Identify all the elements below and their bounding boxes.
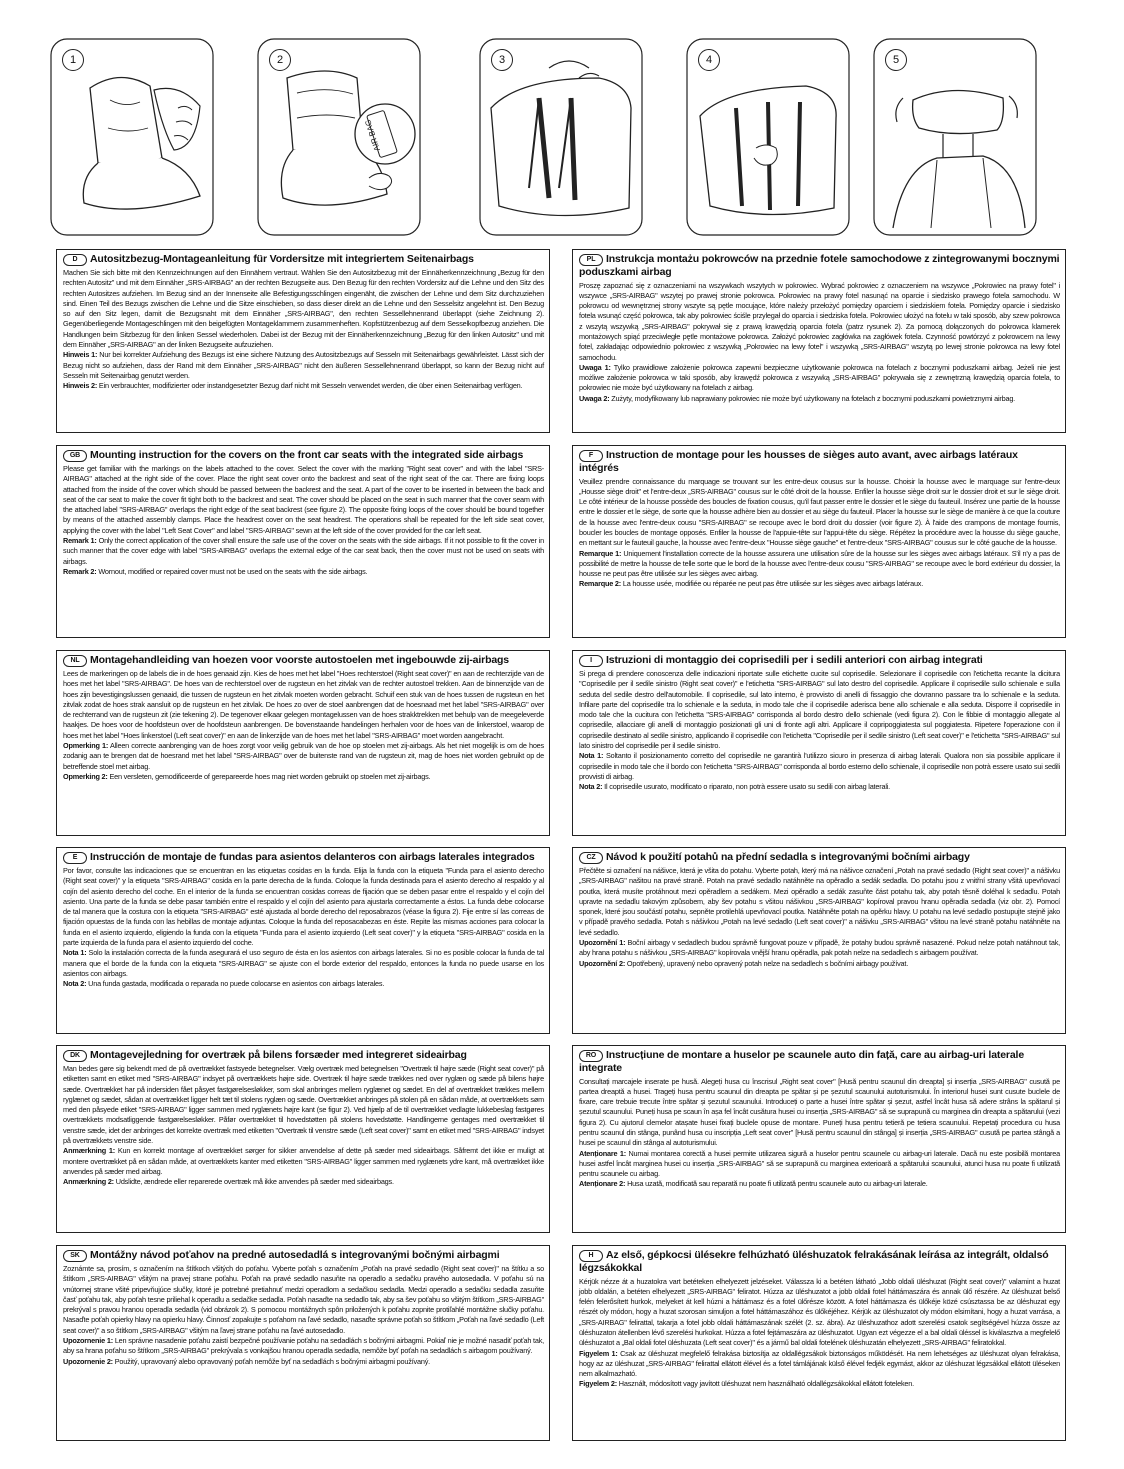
section-title <box>63 654 544 667</box>
note-label: Atenționare 1: <box>579 1148 626 1158</box>
note-text: Numai montarea corectă a husei permite utilizarea sigură a huselor pentru scaunele cu airbag-uri laterale. Dacă nu este posibilă montarea husei astfel încât marginea husei cu inserția „SRS-AIRBAG" să se suprapună cu marginea exterioară a spătarului scaunului, atunci husa nu poate fi utilizată pentru scaunele cu airbag. <box>579 1148 1061 1179</box>
language-badge: GB <box>63 450 87 462</box>
section-note-2 <box>579 394 1060 404</box>
section-ro <box>572 1045 1066 1233</box>
section-title <box>63 851 544 864</box>
section-note-2 <box>579 1179 1060 1189</box>
section-note-1 <box>579 1349 1060 1380</box>
note-text: Opotřebený, upravený nebo opravený potah nelze na sedadlech s bočními airbagy používat. <box>626 958 909 968</box>
note-label: Atenționare 2: <box>579 1179 626 1189</box>
note-label: Anmærkning 2: <box>63 1177 114 1187</box>
note-label: Hinweis 2: <box>63 381 98 391</box>
section-heading: Istruzioni di montaggio dei coprisedili per i sedili anteriori con airbag integrati <box>606 654 983 666</box>
section-body: Zoznámte sa, prosím, s označením na štítkoch všitých do poťahu. Vyberte poťah s označením „Poťah na pravé sedadlo (Right seat cover)" na štítku a so štítkom „SRS-AIRBAG" všitým na pravej strane poťahu. Poťah na pravé sedadlo nasuňte na operadlo a sedačku pravého autosedadla. V poťahu sú na vnútornej strane všité pripevňujúce slučky, ktoré je potrebné pretiahnuť medzi operadlom a sedačkou sedadla. Medzi operadlo a sedačku sedadla zasuňte časť poťahu tak, aby poťah tesne priliehal k operadlu a sedačke sedadla. Poťah nasaďte na sedadlo tak, aby sa šev poťahu so všitým štítkom „SRS-AIRBAG" prekrýval s pravou hranou operadla sedadla (vid obrázok 2). S pomocou montážnych spôn priložených k poťahu zopnite protiľahlé montážne slučky poťahu. Nasaďte poťah opierky hlavy na opierku hlavy. Činnosť zopakujte s poťahom na ľavé sedadlo, nasaďte správne poťah so štítkom „Poťah na ľavé sedadlo (Left seat cover)" a so štítkom „SRS-AIRBAG" všitým na ľavej strane poťahu na ľavé autosedadlo. <box>63 1264 544 1335</box>
section-note-1 <box>579 363 1060 394</box>
section-gb <box>56 445 550 638</box>
figure-2 <box>257 38 421 236</box>
section-note-2 <box>63 381 544 391</box>
note-label: Upozornění 2: <box>579 958 626 968</box>
section-body: Kérjük nézze át a huzatokra vart betéteken elhelyezett jelzéseket. Válassza ki a betéten látható „Jobb oldali üléshuzat (Right seat cover)" valamint a huzat jobb oldalán, a betéten elhelyezett „SRS-AIRBAG" feliratot. Húzza az üléshuzatot a jobb oldali fotel háttámaszára és annak ülő részére. Az üléshuzat belső felén felerősített hurkok, melyeket át kell húzni a háttámasz és a fotel ülőrésze között. A fotel háttámasza és ülőkéje közé csúsztassa be az üléshuzat egy részét oly módon, hogy a huzat szorosan simuljon a fotel háttámaszához és ülőkéjéhez. Kérjük az üléshuzatot oly módon elsimítani, hogy a huzat varrása, a „SRS-AIRBAG" felirattal, takarja a fotel jobb oldali háttámaszának szélét (2. sz. ábra). Az üléshuzathoz adott szerelési csatok segítségével húzza össze az üléshuzaton átellenben lévő szerelési hurkokat. Húzza a fotel fejtámaszára az üléshuzatot. Ugyan ezt végezze el a bal oldali üléssel is kiválasztva a megfelelő üléshuzatot a „Bal oldali fotel üléshuzata (Left seat cover)" és a jármű bal oldali fotelének üléshuzatán elhelyezett „SRS-AIRBAG" feliratokkal. <box>579 1276 1060 1348</box>
note-label: Upozornění 1: <box>579 938 626 948</box>
section-note-2 <box>579 579 1060 589</box>
note-label: Nota 1: <box>63 948 87 958</box>
section-note-1 <box>63 741 544 772</box>
section-heading: Az első, gépkocsi ülésekre felhúzható üléshuzatok felrakásának leírása az integrált, oldalsó légzsákokkal <box>579 1249 1049 1274</box>
section-title <box>579 654 1060 667</box>
language-badge: D <box>63 254 87 266</box>
note-text: Il coprisedile usurato, modificato o riparato, non potrà essere usato su sedili con airbag laterali. <box>604 782 890 792</box>
figure-1 <box>50 38 214 236</box>
section-it <box>572 650 1066 836</box>
section-title <box>579 1049 1060 1075</box>
note-label: Nota 2: <box>63 979 87 989</box>
note-label: Uwaga 2: <box>579 393 610 403</box>
section-note-1 <box>63 1336 544 1357</box>
section-heading: Autositzbezug-Montageanleitung für Vordersitze mit integriertem Seitenairbags <box>90 253 474 265</box>
section-note-1 <box>579 751 1060 782</box>
note-text: Wornout, modified or repaired cover must not be used on the seats with the side airbags. <box>98 566 368 576</box>
section-note-2 <box>63 772 544 782</box>
section-heading: Návod k použití potahů na přední sedadla s integrovanými bočními airbagy <box>606 851 970 863</box>
section-heading: Instrucțiune de montare a huselor pe scaunele auto din față, care au airbag-uri laterale integrate <box>579 1049 1025 1074</box>
language-badge: I <box>579 655 603 667</box>
note-text: Soltanto il posizionamento corretto del coprisedile ne garantirà l'utilizzo sicuro in presenza di airbag laterali. Qualora non sia possibile applicare il coprisedile in modo tale che il bordo con l'etichetta "SRS-AIRBAG" corrisponda al bordo esterno dello schienale, il coprisedile non potrà essere usato sui sedili provvisti di airbag. <box>579 751 1060 781</box>
note-text: Használt, módosított vagy javított üléshuzat nem használható oldallégzsákokkal ellátott foteleken. <box>618 1379 914 1389</box>
section-title <box>63 1249 544 1262</box>
section-note-2 <box>63 1357 544 1367</box>
section-body: Přečtěte si označení na nášivce, která je všita do potahu. Vyberte potah, který má na nášivce označení „Potah na pravé sedadlo (Right seat cover)" a nášivku „SRS-AIRBAG" našitou na pravé straně. Potah na pravé sedadlo natáhněte na opěradlo a sedák sedadla. Do potahu jsou z vnitřní strany všitá upevňovací poutka, která musíte protáhnout mezi opěradlem a sedákem. Mezi opěradlo a sedák zasuňte část potahu tak, aby potah těsně doléhal k sedadlu. Potah upravte na sedadlu takovým způsobem, aby šev potahu s všitou nášivkou „SRS-AIRBAG" kopíroval pravou hranu opěradla sedadla (viz obr. 2). Pomocí sponek, které jsou součástí potahu, sepněte protilehlá upevňovací poutka. Natáhněte potah na opěrku hlavy. U potahu na levé sedadlo postupujte stejně jako v případě pravého sedadla. Potah s nášivkou „Potah na levé sedadlo (Left seat cover)" a nášivku „SRS-AIRBAG" všitou na levé straně potahu natáhněte na levé sedadlo. <box>579 866 1060 937</box>
section-title <box>579 449 1060 475</box>
language-badge: DK <box>63 1050 87 1062</box>
note-label: Figyelem 2: <box>579 1379 617 1389</box>
section-note-2 <box>579 959 1060 969</box>
figure-number: 3 <box>491 49 513 71</box>
section-note-1 <box>579 549 1060 580</box>
section-title <box>579 253 1060 279</box>
language-badge: PL <box>579 254 603 266</box>
note-text: Použitý, upravovaný alebo opravovaný poťah nemôže byť na sedadlách s bočnými airbagmi používaný. <box>114 1356 430 1366</box>
section-body: Por favor, consulte las indicaciones que se encuentran en las etiquetas cosidas en la funda. Elija la funda con la etiqueta "Funda para el asiento derecho (Right seat cover)" y la etiqueta "SRS-AIRBAG" cosida en la parte derecha de la funda. Coloque la funda destinada para el asiento derecho al respaldo y al cojín del asiento derecho del coche. En el interior de la funda se encuentran cosidas correas de fijación que se deben pasar entre el respaldo y el cojín del asiento. Una parte de la funda se debe pasar también entre el respaldo y el cojín del asiento para ajustarla correctamente a éstos. La funda debe colocarse de tal manera que la costura con la etiqueta "SRS-AIRBAG" esté ajustada al borde derecho del reposabrazos (véase la figura 2). Fije entre sí las correas de fijación opuestas de la funda con las hebillas de montaje adjuntas. Coloque la funda del reposacabezas en éste. Repite las mismas acciones para colocar la funda en el asiento izquierdo, eligiendo la funda con la etiqueta "Funda para el asiento izquierdo (Left seat cover)" y la etiqueta "SRS-AIRBAG" cosida en la parte izquierda de la funda para el asiento izquierdo del coche. <box>63 866 544 948</box>
note-text: Una funda gastada, modificada o reparada no puede colocarse en asientos con airbags laterales. <box>88 979 385 989</box>
language-badge: SK <box>63 1250 87 1262</box>
section-title <box>579 1249 1060 1275</box>
section-body: Lees de markeringen op de labels die in de hoes genaaid zijn. Kies de hoes met het label "Hoes rechterstoel (Right seat cover)" en aan de rechterzijde van de hoes met het label "SRS-AIRBAG". De hoes van de rechterstoel over de rugsteun en het zitvlak van de rechter autostoel trekken. Aan de binnenzijde van de hoes zijn bevestigingslussen genaaid, die tussen de rugsteun en het zitvlak moeten worden gebracht. Schuif een stuk van de hoes tussen de rugsteun en het zitvlak zodat de hoes strak aansluit op de rugsteun en het zitvlak. De hoes zo over de stoel aanbrengen dat de hoesnaad met het label "SRS-AIRBAG" over de rechterrand van de rugsteun zit (zie tekening 2). De tegenover elkaar gelegen montagelussen van de hoes strakktrekken met behulp van de meegeleverde haakjes. De hoes voor de hoofdsteun over de hoofdsteun aanbrengen. De bovenstaande handelingen herhalen voor de hoes van de linkerstoel, waarop de hoes met het label "Hoes linkerstoel (Left seat cover)" en aan de linkerzijde van de hoes met het label "SRS-AIRBAG" moet worden aangebracht. <box>63 669 544 740</box>
section-note-2 <box>63 1177 544 1187</box>
section-note-2 <box>579 782 1060 792</box>
section-title <box>63 449 544 462</box>
note-text: Uniquement l'installation correcte de la housse assurera une utilisation sûre de la housse sur les sièges avec airbags latéraux. S'il n'y a pas de possibilité de mettre la housse de telle sorte que le bord de la housse avec l'entre-deux cousu "SRS-AIRBAG" se recoupe avec le bord extérieur du dossier, la housse ne peut pas être utilisée sur les sièges avec airbag. <box>579 548 1060 579</box>
section-heading: Instruction de montage pour les housses de sièges auto avant, avec airbags latéraux intégrés <box>579 449 1018 474</box>
section-nl <box>56 650 550 836</box>
section-fr <box>572 445 1066 638</box>
note-label: Remark 1: <box>63 536 97 546</box>
note-text: Csak az üléshuzat megfelelő felrakása biztosítja az oldallégzsákok biztonságos működését. Ha nem lehetséges az üléshuzat olyan felrakása, hogy az az üléshuzat „SRS-AIRBAG" felirattal ellátott élével és a fotel támlájának külső élével fedjék egymást, akkor az üléshuzat légzsákkal ellátott üléseken nem alkalmazható. <box>579 1348 1060 1379</box>
section-note-1 <box>63 948 544 979</box>
section-title <box>579 851 1060 864</box>
section-note-2 <box>579 1379 1060 1389</box>
note-label: Figyelem 1: <box>579 1348 618 1358</box>
section-pl <box>572 249 1066 433</box>
section-sk <box>56 1245 550 1441</box>
note-label: Nota 2: <box>579 782 603 792</box>
language-badge: NL <box>63 655 87 667</box>
section-heading: Montagevejledning for overtræk på bilens forsæder med integreret sideairbag <box>90 1049 467 1061</box>
figure-4 <box>686 38 850 236</box>
section-body: Si prega di prendere conoscenza delle indicazioni riportate sulle etichette cucite sul coprisedile. Selezionare il coprisedile con l'etichetta recante la dicitura "Coprisedile per il sedile sinistro (Right seat cover)" e l'etichetta "SRS-AIRBAG" sul lato destro del coprisedile. Applicare il coprisedile sullo schienale e sulla seduta del sedile destro dell'automobile. Il coprisedile, sul lato interno, è provvisto di anelli di fissaggio che dovranno passare tra lo schienale e la seduta. Infilare parte del coprisedile tra lo schienale e la seduta, in modo tale che il coprisedile aderisca bene allo schienale e alla seduta. Disporre il coprisedile in modo tale che la cucitura con l'etichetta "SRS-AIRBAG" corrisponda al bordo destro dello schienale (vedi figura 2). Con le fibbie di montaggio allegate al coprisedile, allacciare gli anelli di montaggio posizionati gli uni di fronte agli altri. Applicare il copripoggiatesta sul poggiatesta. Ripetere l'operazione con il coprisedile destinato al sedile sinistro, applicando il coprisedile con l'etichetta "Coprisedile per il sedile sinistro (Left seat cover)" e l'etichetta "SRS-AIRBAG" sul lato sinistro del coprisedile per il sedile sinistro. <box>579 669 1060 751</box>
section-heading: Montagehandleiding van hoezen voor voorste autostoelen met ingebouwde zij-airbags <box>90 654 509 666</box>
section-title <box>63 253 544 266</box>
language-badge: CZ <box>579 852 603 864</box>
section-hu <box>572 1245 1066 1441</box>
note-label: Nota 1: <box>579 751 604 761</box>
figure-number: 2 <box>269 49 291 71</box>
language-badge: H <box>579 1250 603 1262</box>
section-heading: Instrukcja montażu pokrowców na przednie fotele samochodowe z zintegrowanymi bocznymi poduszkami airbag <box>579 253 1060 278</box>
note-text: Een versleten, gemodificeerde of gerepareerde hoes mag niet worden gebruikt op stoelen met zij-airbags. <box>109 771 431 781</box>
note-text: Solo la instalación correcta de la funda asegurará el uso seguro de ésta en los asientos con airbags laterales. Si no es posible colocar la funda de tal manera que el borde de la funda con la etiqueta "SRS-AIRBAG" se ajuste con el borde exterior del respaldo, entonces la funda no puede usarse en los asientos con airbags. <box>63 948 544 978</box>
section-note-2 <box>63 979 544 989</box>
section-body: Proszę zapoznać się z oznaczeniami na wszywkach wszytych w pokrowiec. Wybrać pokrowiec z oznaczeniem na wszywce „Pokrowiec na prawy fotel" i wszywce „SRS-AIRBAG" wszytej po prawej stronie pokrowca. Pokrowiec na prawy fotel nasunąć na oparcie i siedzisko prawego fotela samochodu. W pokrowcu od wewnętrznej strony wszyte są pętle mocujące, które należy przełożyć pomiędzy oparciem i siedziskiem fotela. Pomiędzy oparcie i siedzisko fotela wsunąć część pokrowca, tak aby pokrowiec ściśle przylegał do oparcia i siedziska fotela. Pokrowiec ułożyć na fotelu w taki sposób, aby szew pokrowca z wszytą wszywką „SRS-AIRBAG" pokrywał się z prawą krawędzią oparcia fotela (patrz rysunek 2). Za pomocą dołączonych do pokrowca klamerek montażowych spiąć przeciwległe pętle montażowe pokrowca. Założyć pokrowiec zagłówka na zagłówek fotela. Czynność powtórzyć z pokrowcem na lewy fotel, zakładając odpowiednio pokrowiec z wszywką „Pokrowiec na lewy fotel" i wszywką „SRS-AIRBAG" wszytą po lewej stronie pokrowca na lewy fotel samochodu. <box>579 280 1060 362</box>
section-body: Man bedes gøre sig bekendt med de på overtrækket fastsyede betegnelser. Vælg overtræk med betegnelsen "Overtræk til højre sæde (Right seat cover)" på etiketten samt en etiket med "SRS-AIRBAG" indsyet på overtrækkets højre side. Overtræk til højre sæde trækkes ned over ryglæn og sæde på bilens højre sæde. Overtrækket har på indersiden fået påsyet fastgørelsesløkker, som skal anbringes mellem ryglænet og sædet. En del af overtrækket trækkes mellem ryglænet og sædet, sådan at overtrækket ligger helt tæt til stolens ryglæn og sæde. Overtrækket anbringes på stolen på en sådan måde, at overtrækkets søm med den påsyede etiket "SRS-AIRBAG" ligger sammen med ryglænets højre kant (se figur 2). Ved hjælp af de til overtrækket vedlagte lukkebeslag fastgøres overtrækkets modsatliggende fastgørelsesløkker. Påfør overtrækket til hovedstøtten på stolens hovedstøtte. Handlingerne gentages med overtrækket til venstre sæde, idet der anbringes det korrekte overtræk med etiketten "Overtræk til venstre sæde (Left seat cover)" samt en etiket med "SRS-AIRBAG" indsyet på overtrækkets venstre side. <box>63 1064 544 1146</box>
note-text: Alleen correcte aanbrenging van de hoes zorgt voor veilig gebruik van de hoe op stoelen met zij-airbags. Als het niet mogelijk is om de hoes zodanig aan te brengen dat de hoesrand met het label "SRS-AIRBAG" over de buitenste rand van de rugsteun zit, mag de hoes niet worden gebruikt op de betreffende stoel met airbag. <box>63 741 544 771</box>
note-text: Zużyty, modyfikowany lub naprawiany pokrowiec nie może być użytkowany na fotelach z bocznymi poduszkami powietrznymi airbag. <box>611 393 1016 403</box>
section-body: Please get familiar with the markings on the labels attached to the cover. Select the cover with the marking "Right seat cover" and with the label "SRS-AIRBAG" attached at the right side of the cover. Place the right seat cover onto the backrest and seat of the right seat of the car. There are fixing loops attached from the inside of the cover which should be passed between the backrest and the seat. A part of the cover to be inserted in between the back and seat of the car seat to make the cover fit tight both to the backrest and seat. The cover should be placed on the seat in such manner that the cover seam with the attached label "SRS-AIRBAG" overlaps the right edge of the seat backrest (see figure 2). The opposite fixing loops of the cover should be bound together by means of the attached assembly clamps. Place the headrest cover on the seat headrest. The operations shall be repeated for the left side seat cover, applying the cover with the label "Left Seat Cover" and label "SRS-AIRBAG" sewn at the left side of the cover provided for the car left seat. <box>63 464 544 535</box>
note-text: Nur bei korrekter Aufziehung des Bezugs ist eine sichere Nutzung des Autositzbezugs auf Sesseln mit Seitenairbags gewährleistet. Lässt sich der Bezug nicht so aufziehen, dass der Rand mit dem Einnäher „SRS-AIRBAG" nicht den äußeren Sessellehnenrand überlappt, so kann der Bezug nicht auf Sesseln mit Seitenairbag genutzt werden. <box>63 350 544 380</box>
note-label: Remarque 2: <box>579 579 622 589</box>
note-label: Upozornenie 1: <box>63 1336 113 1346</box>
section-heading: Mounting instruction for the covers on the front car seats with the integrated side airbags <box>90 449 524 461</box>
section-note-1 <box>63 536 544 567</box>
figure-number: 5 <box>885 49 907 71</box>
section-heading: Instrucción de montaje de fundas para asientos delanteros con airbags laterales integrados <box>90 851 535 863</box>
section-note-1 <box>579 938 1060 959</box>
figure-3 <box>479 38 643 236</box>
language-badge: F <box>579 450 603 462</box>
section-note-2 <box>63 567 544 577</box>
section-cz <box>572 847 1066 1034</box>
section-title <box>63 1049 544 1062</box>
note-text: Boční airbagy v sedadlech budou správně fungovat pouze v případě, že potahy budou správně nasazené. Pokud nelze potah natáhnout tak, aby hrana potahu s nášivkou „SRS-AIRBAG" kopírovala vnější hranu opěradla, pak potah nelze na sedadlech s airbagem používat. <box>579 938 1060 958</box>
note-text: Only the correct application of the cover shall ensure the safe use of the cover on the seats with the side airbags. If it not possible to fit the cover in such manner that the cover edge with label "SRS-AIRBAG" overlaps the external edge of the car seat back, then the cover must not be used on seats with airbags. <box>63 536 545 566</box>
note-label: Hinweis 1: <box>63 350 98 360</box>
section-es <box>56 847 550 1034</box>
section-body: Consultați marcajele inserate pe husă. Alegeți husa cu înscrisul „Right seat cover" [Husă pentru scaunul din dreapta] și inserția „SRS-AIRBAG" cusută pe partea dreaptă a husei. Trageți husa pentru scaunul din dreapta pe spătar și pe șezutul scaunului autoturismului. În interiorul husei sunt cusute buclele de fixare, care trebuie trecute între spătar și șezutul scaunului. Introduceți o parte a husei între spătar și șezut, astfel încât husa să adere strâns la spătarul și șezutul scaunului. Puneți husa pe scaun în așa fel încât cusătura husei cu inserția „SRS-AIRBAG" să se suprapună cu marginea din dreapta a spătarului (vezi figura 2). Cu ajutorul clemelor atașate husei fixați buclele opuse de montare. Puneți husa pentru tetieră pe tetiera scaunului. Repetați procedura cu husa pentru scaunul din stânga, punând husa cu inscripția „Left seat cover" [Husă pentru scaunul din stânga] și inserția „SRS-AIRBAG" cusută pe partea stângă a husei pe scaunul din stânga al autoturismului. <box>579 1076 1060 1148</box>
language-badge: E <box>63 852 87 864</box>
figure-5 <box>873 38 1037 236</box>
note-label: Remark 2: <box>63 566 97 576</box>
figure-number: 1 <box>62 49 84 71</box>
note-label: Opmerking 1: <box>63 741 109 751</box>
figure-number: 4 <box>698 49 720 71</box>
note-text: Ein verbrauchter, modifizierter oder instandgesetzter Bezug darf nicht mit Sesseln verwendet werden, die über einen Seitenairbag verfügen. <box>98 381 523 391</box>
section-note-1 <box>579 1149 1060 1180</box>
note-text: Tylko prawidłowe założenie pokrowca zapewni bezpieczne użytkowanie pokrowca na fotelach z bocznymi poduszkami airbag. Jeżeli nie jest możliwe założenie pokrowca w taki sposób, aby krawędź pokrowca z wszywką „SRS-AIRBAG" pokrywała się z zewnętrzną krawędzią oparcia fotela, to pokrowiec nie może być użytkowany na fotelach z airbag. <box>579 362 1061 393</box>
section-heading: Montážny návod poťahov na predné autosedadlá s integrovanými bočnými airbagmi <box>90 1249 500 1261</box>
section-body: Veuillez prendre connaissance du marquage se trouvant sur les entre-deux cousus sur la housse. Choisir la housse avec le marquage sur l'entre-deux „Housse siège droit" et l'entre-deux „SRS-AIRBAG" cousus sur le côté droit de la housse. Enfiler la housse siège droit sur le dossier droit et sur le siège droit. Le côté intérieur de la housse possède des boucles de fixation cousus, qu'il faut passer entre le dossier et le siège du fauteuil. Insérez une partie de la housse entre le dossier et le siège, de sorte que la housse adhère bien au dossier et au siège du fauteuil. Placer la housse sur le siège de manière à ce que la couture de la housse avec l'entre-deux cousu "SRS-AIRBAG" se recoupe avec le bord droit du dossier (voir figure 2). À l'aide des crampons de montage fournis, boucler les boucles de montage opposés. Enfiler la housse de l'appuie-tête sur l'appui-tête du siège. Répétez la procédure avec la housse du siège gauche, en mettant sur le fauteuil gauche, la housse avec l'entre-deux "Housse siège gauche" et l'entre-deux "SRS-AIRBAG" cousus sur le côté gauche de la housse. <box>579 476 1060 548</box>
note-label: Uwaga 1: <box>579 362 611 372</box>
instruction-figures <box>50 38 1080 238</box>
airbag-label: AIR BAG <box>363 118 382 153</box>
section-note-1 <box>63 1146 544 1177</box>
note-text: Husa uzată, modificată sau reparată nu poate fi utilizată pentru scaunele auto cu airbag-uri laterale. <box>627 1179 928 1189</box>
note-text: La housse usée, modifiée ou réparée ne peut pas être utilisée sur les sièges avec airbags latéraux. <box>622 579 924 589</box>
section-note-1 <box>63 350 544 381</box>
section-de <box>56 249 550 433</box>
section-dk <box>56 1045 550 1233</box>
note-label: Opmerking 2: <box>63 771 108 781</box>
note-label: Upozornenie 2: <box>63 1356 113 1366</box>
language-badge: RO <box>579 1050 603 1062</box>
note-label: Anmærkning 1: <box>63 1146 115 1156</box>
note-text: Udslidte, ændrede eller reparerede overtræk må ikke anvendes på sæder med sideairbags. <box>115 1177 394 1187</box>
note-text: Kun en korrekt montage af overtrækket sørger for sikker anvendelse af dette på sæder med sideairbags. Såfremt det ikke er muligt at montere overtrækket på en sådan måde, at overtrækkets kanter med etiketten "SRS-AIRBAG" ligger sammen med ryglænets ydre kant, må overtrækket ikke anvendes på sæder med airbag. <box>63 1146 545 1176</box>
note-text: Len správne nasadenie poťahu zaistí bezpečné používanie poťahu na sedadlách s bočnými airbagmi. Pokiaľ nie je možné nasadiť poťah tak, aby sa hrana poťahu so štítkom „SRS-AIRBAG" prekrývala s vonkajšou hranou operadla sedadla, nemôže byť poťah na sedadlách s airbagom používaný. <box>63 1336 545 1356</box>
note-label: Remarque 1: <box>579 548 622 558</box>
section-body: Machen Sie sich bitte mit den Kennzeichnungen auf den Einnähern vertraut. Wählen Sie den Autositzbezug mit der Einnäherkennzeichnung „Bezug für den rechten Autositz" und mit dem Einnäher „SRS-AIRBAG" an der rechten Bezugseite aus. Den Bezug für den rechten Vordersitz auf die Lehne und den Sitz des rechten Autositzes aufziehen. Im Bezug sind an der Innenseite alle Befestigungsschlingen eingenäht, die zwischen der Lehne und dem Sitz durchzuziehen sind. Einen Teil des Bezugs zwischen die Lehne und die Sitze einschieben, so dass dieser direkt an die Lehne und den Sesselsitz angelehnt ist. Den Bezug so auf den Sitz legen, damit die Bezugsnaht mit dem Einnäher „SRS-AIRBAG", den rechten Sessellehnenrand überlappt (siehe Zeichnung 2). Gegenüberliegende Montageschlingen mit den beigefügten Montageklammern zusammenheften. Kopfstützenbezug auf dem Sesselkopfbezug anziehen. Die Handlungen beim Sitzbezug für den linken Sessel wiederholen. Dabei ist der Bezug mit der Einnäherkennzeichnung „Bezug für den linken Autositz" und mit dem Einnäher „SRS-AIRBAG" an der linken Bezugseite aufzuziehen. <box>63 268 544 350</box>
